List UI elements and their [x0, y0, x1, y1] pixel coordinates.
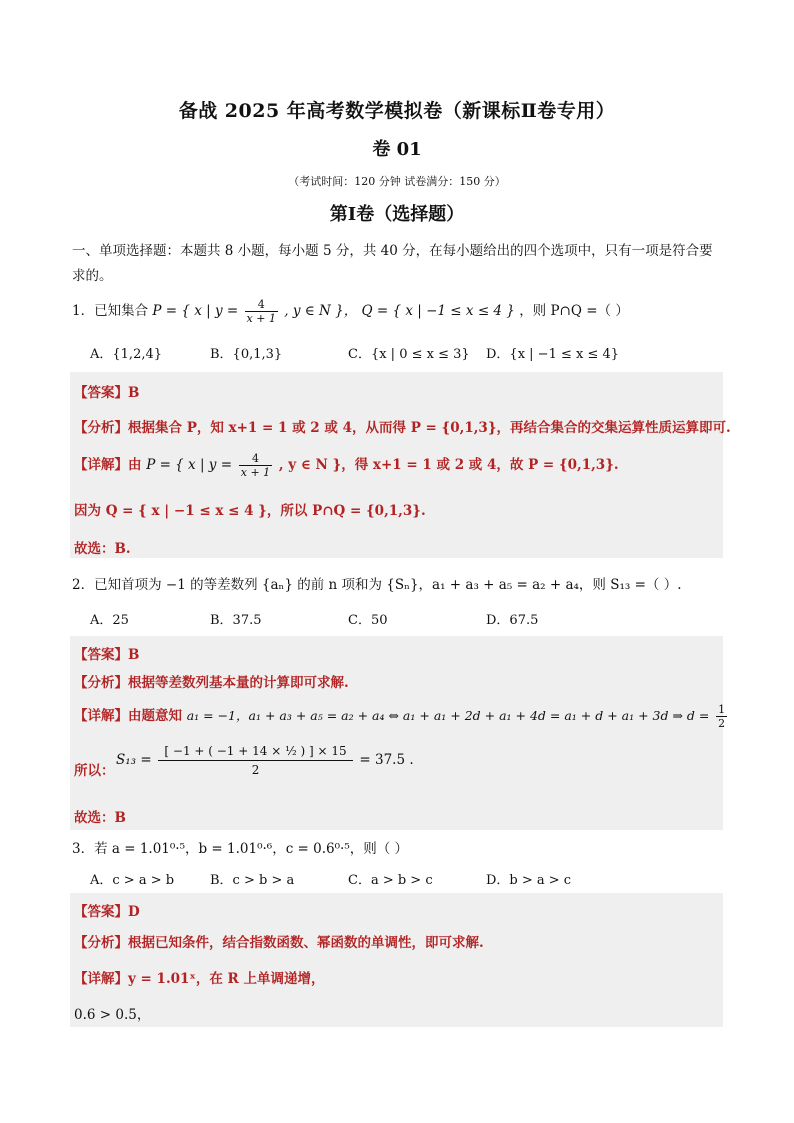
exam-meta: （考试时间：120 分钟 试卷满分：150 分）	[288, 175, 506, 188]
q2-d-den: 2	[718, 717, 726, 730]
q2-option-a[interactable]: A．25	[90, 613, 129, 628]
q3-detail: 【详解】y = 1.01ˣ，在 R 上单调递增，	[74, 971, 325, 987]
q2-so-label: 所以：	[74, 763, 115, 779]
page-title: 备战 2025 年高考数学模拟卷（新课标Ⅱ卷专用）	[178, 100, 616, 122]
q2-detail-math: a₁ = −1，a₁ + a₃ + a₅ = a₂ + a₄ ⇔ a₁ + a₁ + 2d + a₁ + 4d = a₁ + d + a₁ + 3d ⇒ d =	[186, 708, 710, 723]
q3-answer: 【答案】D	[74, 904, 140, 920]
q1-set-q: Q = { x | −1 ≤ x ≤ 4 }	[361, 303, 515, 319]
q1-set-p-tail: , y ∈ N }，	[284, 303, 358, 319]
q2-choose: 故选：B	[74, 810, 126, 826]
question-2-stem: 2．已知首项为 −1 的等差数列 {aₙ} 的前 n 项和为 {Sₙ}，a₁ + a₃ + a₅ = a₂ + a₄，则 S₁₃ =（ ）.	[72, 577, 682, 593]
q3-option-c[interactable]: C．a > b > c	[348, 873, 433, 888]
q2-sum-num: [ −1 + ( −1 + 14 × ½ ) ] × 15	[158, 742, 352, 761]
instructions-line-2: 求的。	[72, 268, 113, 284]
q1-option-b[interactable]: B．{0,1,3}	[210, 347, 283, 362]
q2-option-d[interactable]: D．67.5	[486, 613, 539, 628]
q2-sum-rhs: = 37.5 .	[359, 752, 414, 768]
q2-option-b[interactable]: B．37.5	[210, 613, 262, 628]
q3-detail-line-2: 0.6 > 0.5，	[74, 1007, 151, 1023]
question-3-stem: 3．若 a = 1.01⁰·⁵，b = 1.01⁰·⁶，c = 0.6⁰·⁵，则（ ）	[72, 841, 409, 857]
q1-option-a[interactable]: A．{1,2,4}	[90, 347, 163, 362]
q1-because: 因为 Q = { x | −1 ≤ x ≤ 4 }，所以 P∩Q = {0,1,3}.	[74, 503, 426, 519]
q2-detail	[74, 703, 729, 730]
section-title: 第Ⅰ卷（选择题）	[329, 204, 465, 225]
q1-detail-fraction	[239, 452, 272, 479]
q1-option-d[interactable]: D．{x | −1 ≤ x ≤ 4}	[486, 347, 620, 362]
q1-choose: 故选：B.	[74, 541, 131, 557]
q2-option-c[interactable]: C．50	[348, 613, 388, 628]
q3-analysis: 【分析】根据已知条件，结合指数函数、幂函数的单调性，即可求解.	[74, 935, 484, 951]
q1-analysis: 【分析】根据集合 P，知 x+1 = 1 或 2 或 4，从而得 P = {0,1,3}，再结合集合的交集运算性质运算即可.	[74, 420, 731, 436]
question-1-stem	[72, 298, 629, 325]
q1-detail	[74, 452, 619, 479]
q1-detail-frac-den: x + 1	[240, 466, 271, 479]
q3-option-b[interactable]: B．c > b > a	[210, 873, 295, 888]
q1-frac-den: x + 1	[246, 312, 276, 325]
q2-sum-formula	[116, 742, 414, 779]
q2-solution-box	[70, 636, 723, 830]
q2-d-num: 1	[718, 703, 726, 716]
q2-analysis: 【分析】根据等差数列基本量的计算即可求解.	[74, 675, 349, 691]
q1-suffix: ，则 P∩Q =（ ）	[519, 303, 629, 319]
q1-detail-prefix: 【详解】由	[74, 457, 142, 473]
q1-option-c[interactable]: C．{x | 0 ≤ x ≤ 3}	[348, 347, 470, 362]
q2-answer: 【答案】B	[74, 647, 140, 663]
q1-set-p: P = { x | y =	[152, 303, 239, 319]
q3-option-d[interactable]: D．b > a > c	[486, 873, 572, 888]
q1-frac-num: 4	[245, 298, 278, 312]
q1-detail-tail: , y ∈ N }，得 x+1 = 1 或 2 或 4，故 P = {0,1,3}.	[278, 457, 619, 473]
q3-option-a[interactable]: A．c > a > b	[90, 873, 175, 888]
q1-prefix: 1．已知集合	[72, 303, 149, 319]
q2-sum-lhs: S₁₃ =	[116, 752, 152, 768]
q3-solution-box	[70, 893, 723, 1027]
q2-detail-prefix: 【详解】由题意知	[74, 708, 182, 724]
q1-fraction	[245, 298, 278, 325]
q2-sum-fraction	[158, 742, 352, 779]
q2-sum-den: 2	[251, 763, 260, 777]
q1-detail-set: P = { x | y =	[146, 457, 233, 473]
page-subtitle: 卷 01	[372, 139, 422, 160]
q2-d-fraction	[716, 703, 727, 730]
q1-detail-frac-num: 4	[239, 452, 272, 466]
instructions-line-1: 一、单项选择题：本题共 8 小题，每小题 5 分，共 40 分，在每小题给出的四个选项中，只有一项是符合要	[72, 243, 713, 259]
q1-answer: 【答案】B	[74, 385, 140, 401]
